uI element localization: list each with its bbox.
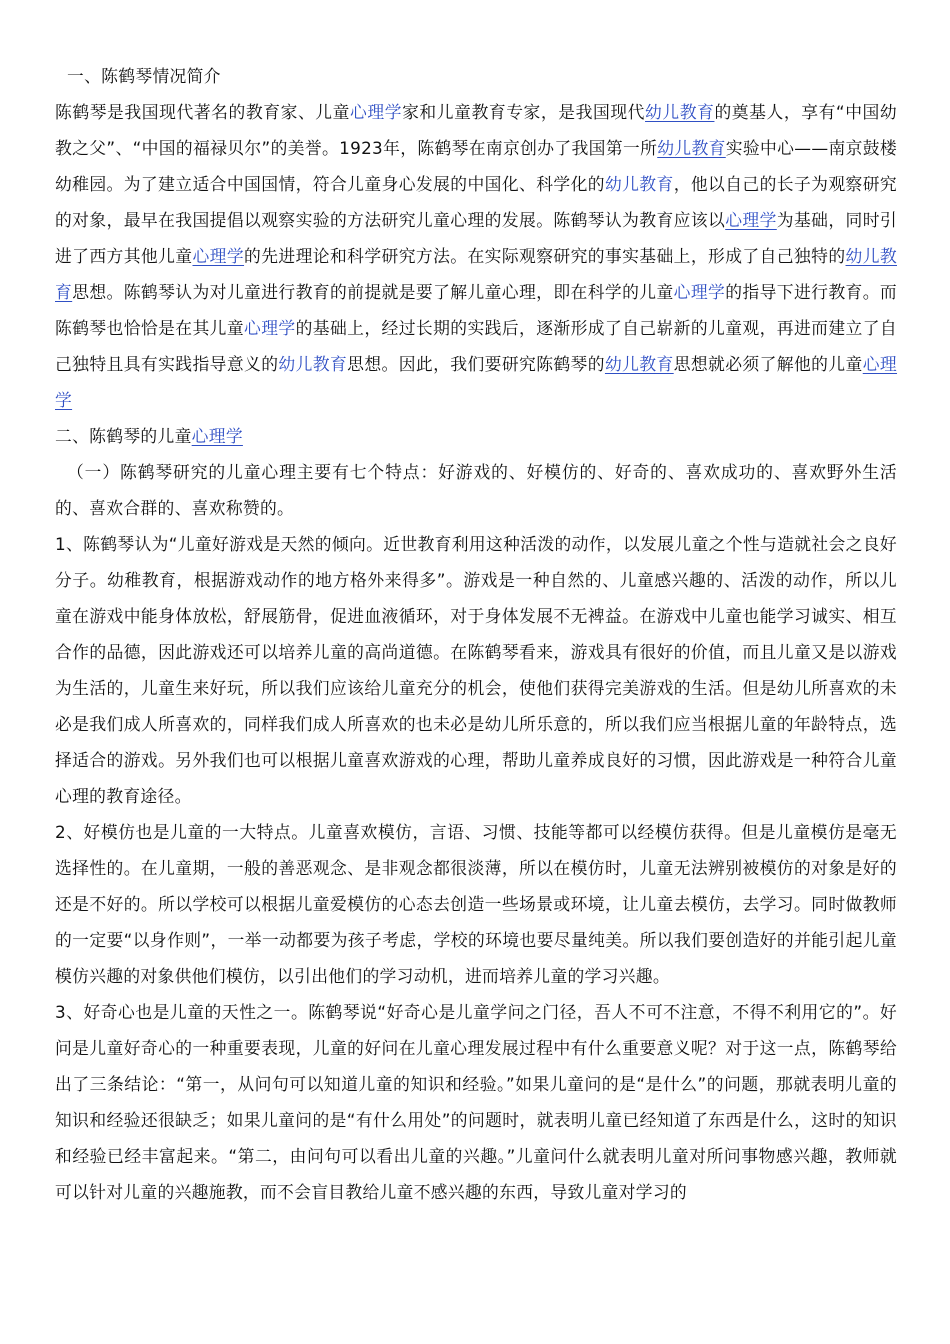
intro-paragraph bbox=[55, 94, 897, 418]
keyword-link[interactable]: 幼儿教育 bbox=[604, 354, 674, 374]
keyword-link[interactable]: 幼儿教育 bbox=[604, 174, 674, 194]
subheading-seven-traits: （一）陈鹤琴研究的儿童心理主要有七个特点：好游戏的、好模仿的、好奇的、喜欢成功的、喜欢野外生活的、喜欢合群的、喜欢称赞的。 bbox=[55, 462, 897, 518]
section-heading-psychology bbox=[55, 418, 897, 454]
keyword-link[interactable]: 心理学 bbox=[350, 102, 403, 122]
text-run: 陈鹤琴是我国现代著名的教育家、儿童 bbox=[55, 102, 351, 122]
keyword-link[interactable]: 幼儿教育 bbox=[278, 354, 348, 374]
keyword-link[interactable]: 幼儿教育 bbox=[55, 246, 897, 302]
keyword-link[interactable]: 心理学 bbox=[55, 354, 898, 410]
text-run: 思想就必须了解他的儿童 bbox=[673, 354, 863, 374]
keyword-link[interactable]: 心理学 bbox=[192, 246, 245, 266]
paragraph-play: 1、陈鹤琴认为“儿童好游戏是天然的倾向。近世教育利用这种活泼的动作，以发展儿童之个性与造就社会之良好分子。幼稚教育，根据游戏动作的地方格外来得多”。游戏是一种自然的、儿童感兴趣的、活泼的动作，所以儿童在游戏中能身体放松，舒展筋骨，促进血液循环，对于身体发展不无裨益。在游戏中儿童也能学习诚实、相互合作的品德，因此游戏还可以培养儿童的高尚道德。在陈鹤琴看来，游戏具有很好的价值，而且儿童又是以游戏为生活的，儿童生来好玩，所以我们应该给儿童充分的机会，使他们获得完美游戏的生活。但是幼儿所喜欢的未必是我们成人所喜欢的，同样我们成人所喜欢的也未必是幼儿所乐意的，所以我们应当根据儿童的年龄特点，选择适合的游戏。另外我们也可以根据儿童喜欢游戏的心理，帮助儿童养成良好的习惯，因此游戏是一种符合儿童心理的教育途径。 bbox=[55, 534, 897, 806]
text-run: 思想。陈鹤琴认为对儿童进行教育的前提就是要了解儿童心理，即在科学的儿童 bbox=[72, 282, 674, 302]
keyword-link[interactable]: 幼儿教育 bbox=[645, 102, 715, 122]
paragraph-curiosity: 3、好奇心也是儿童的天性之一。陈鹤琴说“好奇心是儿童学问之门径，吾人不可不注意，不得不利用它的”。好问是儿童好奇心的一种重要表现，儿童的好问在儿童心理发展过程中有什么重要意义呢？对于这一点，陈鹤琴给出了三条结论：“第一，从问句可以知道儿童的知识和经验。”如果儿童问的是“是什么”的问题，那就表明儿童的知识和经验还很缺乏；如果儿童问的是“有什么用处”的问题时，就表明儿童已经知道了东西是什么，这时的知识和经验已经丰富起来。“第二，由问句可以看出儿童的兴趣。”儿童问什么就表明儿童对所问事物感兴趣，教师就可以针对儿童的兴趣施教，而不会盲目教给儿童不感兴趣的东西，导致儿童对学习的 bbox=[55, 1002, 897, 1202]
section-heading-intro: 一、陈鹤琴情况简介 bbox=[67, 66, 221, 86]
text-run: ，他以自己的长子为观察研究的对象，最早在我国提倡以观察实验的方法研究儿童心理的发展。陈鹤琴认为教育应该以 bbox=[55, 174, 897, 230]
keyword-link[interactable]: 心理学 bbox=[725, 210, 777, 230]
keyword-link[interactable]: 幼儿教育 bbox=[657, 138, 726, 158]
keyword-link[interactable]: 心理学 bbox=[191, 426, 243, 446]
keyword-link[interactable]: 心理学 bbox=[244, 318, 296, 338]
text-run: 思想。因此，我们要研究陈鹤琴的 bbox=[347, 354, 605, 374]
text-run: 二、陈鹤琴的儿童 bbox=[55, 426, 192, 446]
text-run: 为基础，同时引进了西方其他儿童 bbox=[55, 210, 897, 266]
text-run: 的奠基人，享有“中国幼教之父”、“中国的福禄贝尔”的美誉。1923年，陈鹤琴在南京创办了我国第一所 bbox=[55, 102, 897, 158]
text-run: 的先进理论和科学研究方法。在实际观察研究的事实基础上，形成了自己独特的 bbox=[244, 246, 846, 266]
text-run: 的指导下进行教育。而陈鹤琴也恰恰是在其儿童 bbox=[55, 282, 897, 338]
keyword-link[interactable]: 心理学 bbox=[673, 282, 726, 302]
text-run: 实验中心——南京鼓楼幼稚园。为了建立适合中国国情，符合儿童身心发展的中国化、科学化的 bbox=[55, 138, 897, 194]
document-body bbox=[55, 58, 897, 1210]
text-run: 的基础上，经过长期的实践后，逐渐形成了自己崭新的儿童观，再进而建立了自己独特且具有实践指导意义的 bbox=[55, 318, 897, 374]
paragraph-imitation: 2、好模仿也是儿童的一大特点。儿童喜欢模仿，言语、习惯、技能等都可以经模仿获得。但是儿童模仿是毫无选择性的。在儿童期，一般的善恶观念、是非观念都很淡薄，所以在模仿时，儿童无法辨别被模仿的对象是好的还是不好的。所以学校可以根据儿童爱模仿的心态去创造一些场景或环境，让儿童去模仿，去学习。同时做教师的一定要“以身作则”，一举一动都要为孩子考虑，学校的环境也要尽量纯美。所以我们要创造好的并能引起儿童模仿兴趣的对象供他们模仿，以引出他们的学习动机，进而培养儿童的学习兴趣。 bbox=[55, 822, 897, 986]
text-run: 家和儿童教育专家，是我国现代 bbox=[402, 102, 646, 122]
